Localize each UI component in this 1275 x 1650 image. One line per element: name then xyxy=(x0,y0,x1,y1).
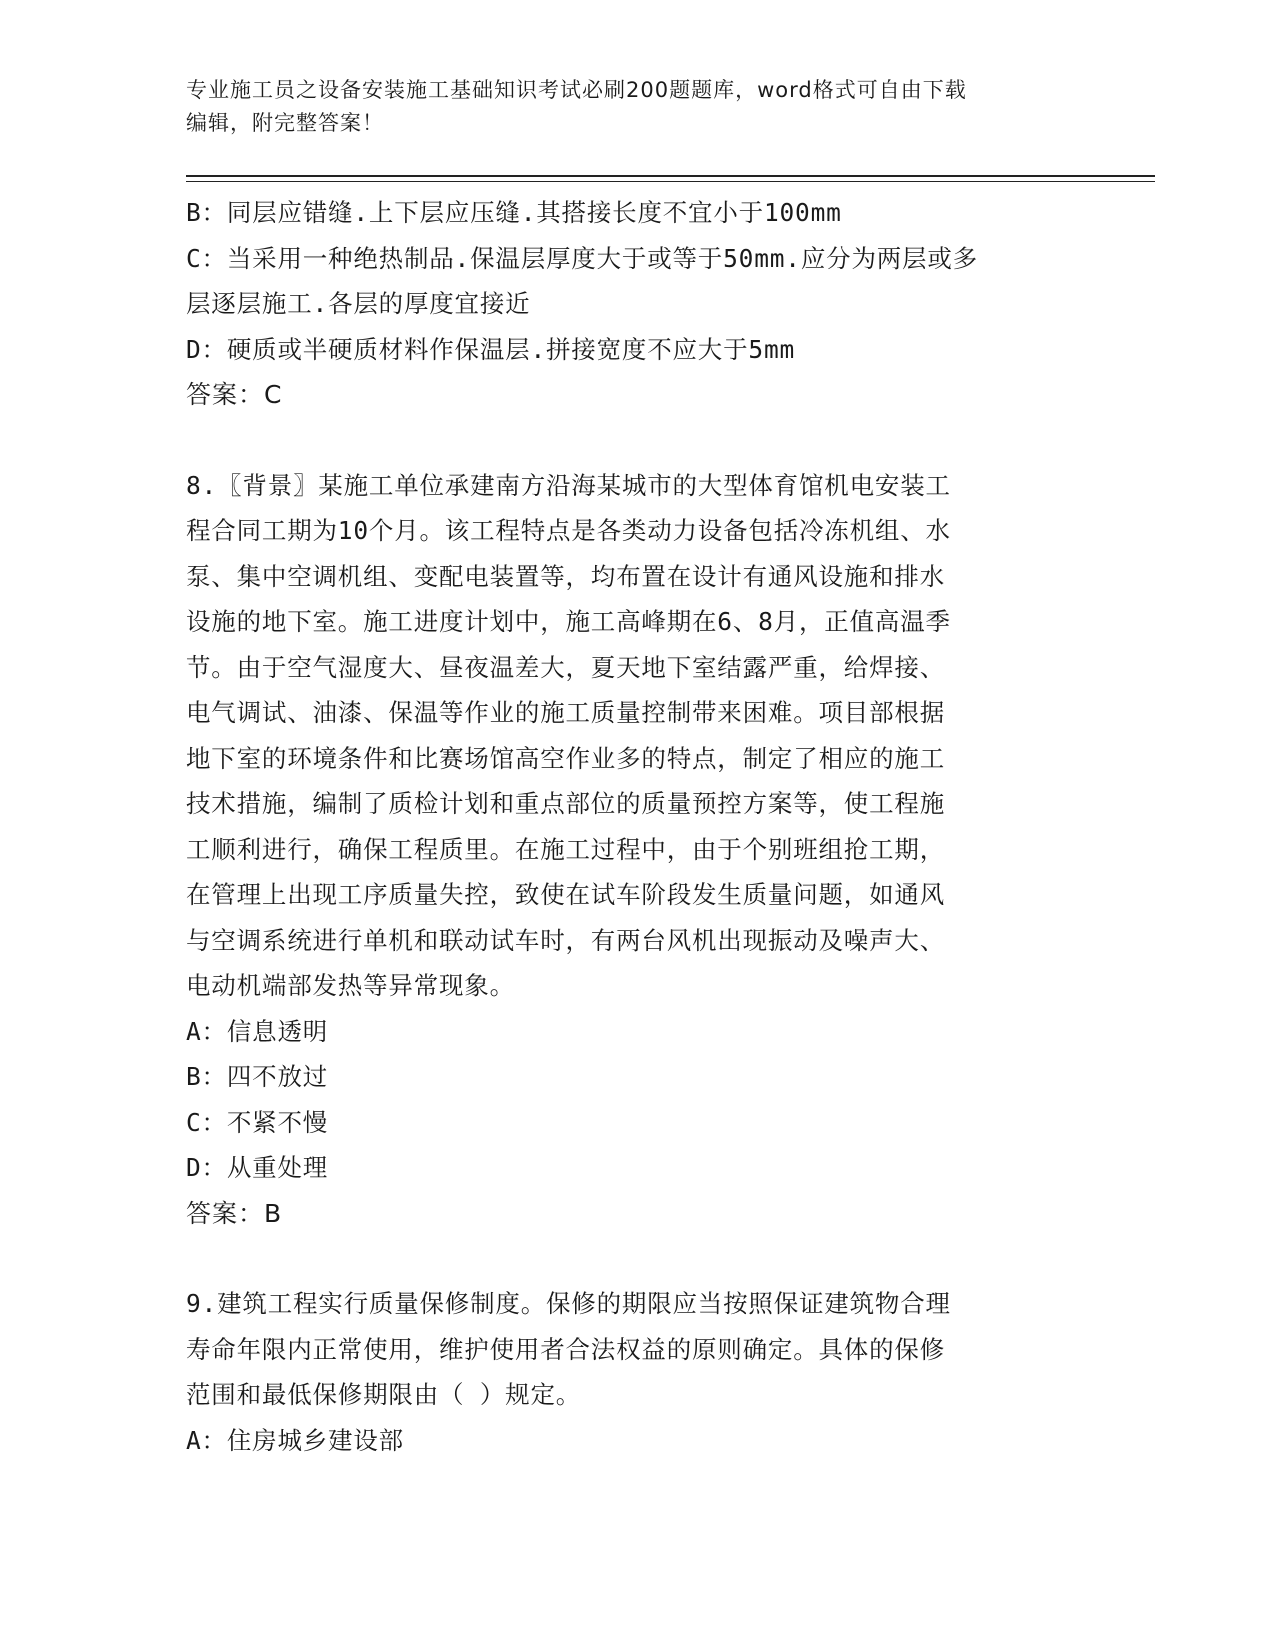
question-text-line: 9.建筑工程实行质量保修制度。保修的期限应当按照保证建筑物合理 xyxy=(186,1289,951,1318)
question-gap xyxy=(186,1236,1076,1281)
question-text-line: 技术措施，编制了质检计划和重点部位的质量预控方案等，使工程施 xyxy=(186,789,945,818)
question-text-line: 与空调系统进行单机和联动试车时，有两台风机出现振动及噪声大、 xyxy=(186,925,945,955)
question-9 xyxy=(186,1281,1076,1463)
question-7 xyxy=(186,190,1076,418)
question-text-line: 节。由于空气湿度大、昼夜温差大，夏天地下室结露严重，给焊接、 xyxy=(186,652,945,682)
question-text-line: 在管理上出现工序质量失控，致使在试车阶段发生质量问题，如通风 xyxy=(186,880,945,909)
question-text-line: 8.〖背景〗某施工单位承建南方沿海某城市的大型体育馆机电安装工 xyxy=(186,470,951,500)
question-8 xyxy=(186,463,1076,1237)
option-c: C：不紧不慢 xyxy=(186,1107,329,1137)
option-c-continued: 层逐层施工.各层的厚度宜接近 xyxy=(186,289,531,318)
option-a: A：信息透明 xyxy=(186,1016,329,1046)
option-d: D：硬质或半硬质材料作保温层.拼接宽度不应大于5mm xyxy=(186,334,796,364)
question-text-line: 工顺利进行，确保工程质里。在施工过程中，由于个别班组抢工期， xyxy=(186,834,945,864)
question-gap xyxy=(186,418,1076,463)
option-b: B：同层应错缝.上下层应压缝.其搭接长度不宜小于100mm xyxy=(186,198,842,227)
option-d: D：从重处理 xyxy=(186,1153,329,1182)
question-text-line: 范围和最低保修期限由（ ）规定。 xyxy=(186,1380,582,1409)
question-text-line: 设施的地下室。施工进度计划中，施工高峰期在6、8月，正值高温季 xyxy=(186,607,951,636)
option-c: C：当采用一种绝热制品.保温层厚度大于或等于50mm.应分为两层或多 xyxy=(186,243,978,273)
option-b: B：四不放过 xyxy=(186,1062,329,1091)
question-text-line: 电气调试、油漆、保温等作业的施工质量控制带来困难。项目部根据 xyxy=(186,698,945,727)
document-content xyxy=(186,190,1076,1463)
header-rule-thick xyxy=(186,175,1155,177)
question-text-line: 寿命年限内正常使用，维护使用者合法权益的原则确定。具体的保修 xyxy=(186,1334,945,1364)
question-text-line: 地下室的环境条件和比赛场馆高空作业多的特点，制定了相应的施工 xyxy=(186,743,945,773)
document-header xyxy=(186,74,1086,140)
header-line-2: 编辑，附完整答案！ xyxy=(186,111,384,135)
question-text-line: 程合同工期为10个月。该工程特点是各类动力设备包括冷冻机组、水 xyxy=(186,516,951,545)
answer-line: 答案：C xyxy=(186,380,283,409)
question-text-line: 电动机端部发热等异常现象。 xyxy=(186,971,515,1000)
question-text-line: 泵、集中空调机组、变配电装置等，均布置在设计有通风设施和排水 xyxy=(186,561,945,591)
header-rule-thin xyxy=(186,181,1155,182)
header-line-1: 专业施工员之设备安装施工基础知识考试必刷200题题库，word格式可自由下载 xyxy=(186,78,967,102)
option-a: A：住房城乡建设部 xyxy=(186,1425,404,1455)
answer-line: 答案：B xyxy=(186,1198,283,1228)
